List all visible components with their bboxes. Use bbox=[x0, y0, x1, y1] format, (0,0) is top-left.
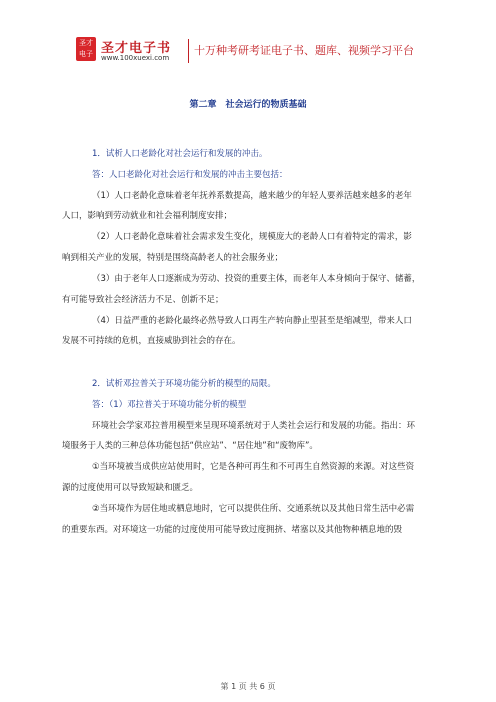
answer-1-point-2-line-2: 响到相关产业的发展，特别是围绕高龄老人的社会服务业； bbox=[62, 253, 284, 263]
answer-1-point-1-line-2: 人口，影响到劳动就业和社会福利制度安排； bbox=[62, 211, 233, 221]
answer-1-lead: 答：人口老龄化对社会运行和发展的冲击主要包括： bbox=[92, 170, 288, 180]
brand-logo: 圣才 电子书 bbox=[76, 37, 96, 61]
answer-2-para-3-line-2: 的重要东西。对环境这一功能的过度使用可能导致过度拥挤、堵塞以及其他物种栖息地的毁 bbox=[62, 525, 403, 535]
question-1: 1．试析人口老龄化对社会运行和发展的冲击。 bbox=[92, 149, 268, 159]
answer-1-point-3-line-2: 有可能导致社会经济活力不足、创新不足； bbox=[62, 295, 224, 305]
answer-2-para-1-line-2: 境服务于人类的三种总体功能包括“供应站”、“居住地”和“废物库”。 bbox=[62, 441, 318, 451]
answer-2-para-3-line-1: ②当环境作为居住地或栖息地时，它可以提供住所、交通系统以及其他日常生活中必需 bbox=[92, 504, 415, 514]
brand-name: 圣才电子书 bbox=[101, 41, 172, 56]
answer-1-point-4-line-1: （4）日益严重的老龄化最终必然导致人口再生产转向静止型甚至是缩减型，带来人口 bbox=[92, 316, 412, 326]
header-divider bbox=[188, 39, 189, 63]
answer-1-point-2-line-1: （2）人口老龄化意味着社会需求发生变化，规模庞大的老龄人口有着特定的需求，影 bbox=[92, 232, 412, 242]
brand-url[interactable]: www.100xuexi.com bbox=[101, 54, 170, 62]
header-slogan: 十万种考研考证电子书、题库、视频学习平台 bbox=[194, 44, 414, 57]
question-2: 2．试析邓拉普关于环境功能分析的模型的局限。 bbox=[92, 379, 276, 389]
page-footer: 第 1 页 共 6 页 bbox=[220, 682, 276, 691]
answer-1-point-1-line-1: （1）人口老龄化意味着老年抚养系数提高，越来越少的年轻人要养活越来越多的老年 bbox=[92, 191, 412, 201]
answer-2-para-1-line-1: 环境社会学家邓拉普用模型来呈现环境系统对于人类社会运行和发展的功能。指出：环 bbox=[92, 421, 416, 431]
answer-2-para-2-line-1: ①当环境被当成供应站使用时，它是各种可再生和不可再生自然资源的来源。对这些资 bbox=[92, 462, 415, 472]
chapter-title: 第二章 社会运行的物质基础 bbox=[189, 100, 307, 110]
answer-2-lead: 答：（1）邓拉普关于环境功能分析的模型 bbox=[92, 400, 247, 410]
answer-2-para-2-line-2: 源的过度使用可以导致短缺和匮乏。 bbox=[62, 483, 199, 493]
answer-1-point-3-line-1: （3）由于老年人口逐渐成为劳动、投资的重要主体，而老年人本身倾向于保守、储蓄， bbox=[92, 274, 421, 284]
site-header bbox=[76, 37, 438, 69]
answer-1-point-4-line-2: 发展不可持续的危机，直接威胁到社会的存在。 bbox=[62, 336, 241, 346]
